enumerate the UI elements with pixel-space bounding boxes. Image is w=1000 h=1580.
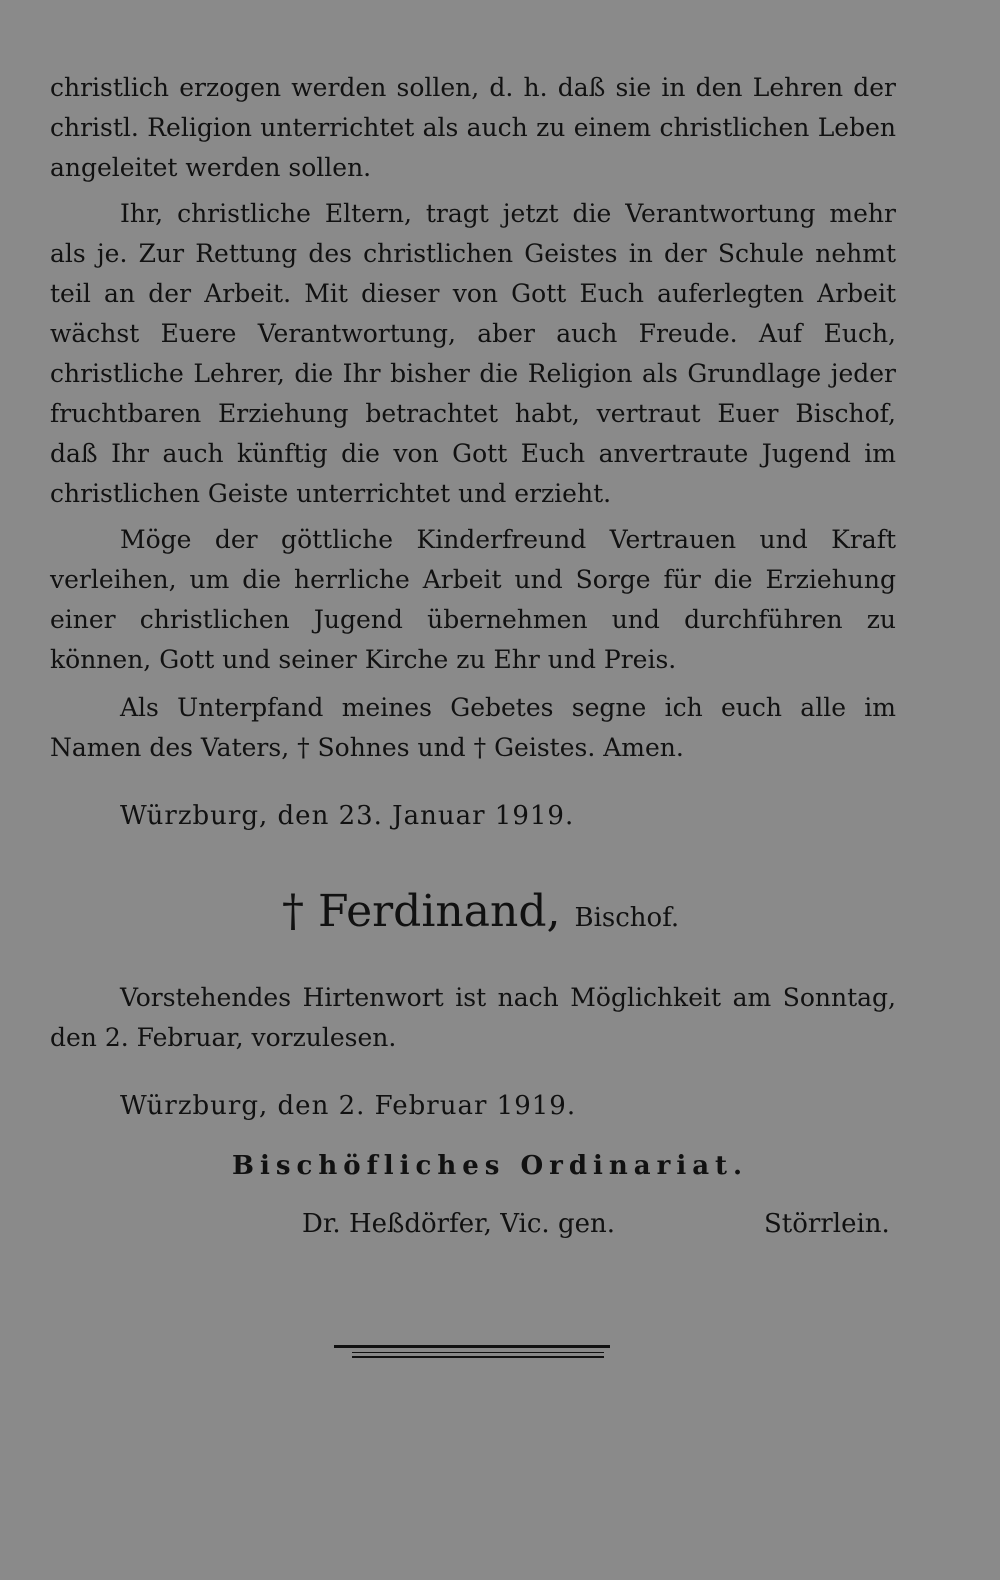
date-bishop: Würzburg, den 23. Januar 1919. [120,801,575,831]
paragraph-2: Ihr, christliche Eltern, tragt jetzt die Verantwortung mehr als je. Zur Rettung des christlichen Geistes in der Schule nehmt teil an der Arbeit. Mit dieser von Gott Euch auferlegten Arbeit wächst Euere Verantwortung, aber auch Freude. Auf Euch, christliche Lehrer, die Ihr bisher die Religion als Grundlage jeder fruchtbaren Erziehung betrachtet habt, vertraut Euer Bischof, daß Ihr auch künftig die von Gott Euch anvertraute Jugend im christlichen Geiste unterrichtet und erzieht. [50,199,896,508]
signature-bishop [282,884,679,946]
ordinariat-heading: Bischöfliches Ordinariat. [232,1151,749,1181]
signature-bishop-name: † Ferdinand, [282,886,561,937]
paragraph-1: christlich erzogen werden sollen, d. h. daß sie in den Lehren der christl. Religion unterrichtet als auch zu einem christlichen Leben angeleitet werden sollen. [50,73,896,182]
closing-rule-thin [352,1352,604,1353]
notice-paragraph: Vorstehendes Hirtenwort ist nach Möglichkeit am Sonntag, den 2. Februar, vorzulesen. [50,983,896,1052]
closing-rule-lower [352,1356,604,1358]
signature-bishop-title: Bischof. [574,903,680,933]
paragraph-3: Möge der göttliche Kinderfreund Vertrauen und Kraft verleihen, um die herrliche Arbeit und Sorge für die Erziehung einer christlichen Jugend übernehmen und durchführen zu können, Gott und seiner Kirche zu Ehr und Preis. [50,525,896,674]
date-ordinariat: Würzburg, den 2. Februar 1919. [120,1091,577,1121]
signature-vicar: Dr. Heßdörfer, Vic. gen. [302,1209,615,1239]
signature-second: Störrlein. [764,1209,890,1239]
paragraph-4: Als Unterpfand meines Gebetes segne ich euch alle im Namen des Vaters, † Sohnes und † Geistes. Amen. [50,693,896,762]
closing-rule-thick [334,1345,610,1348]
